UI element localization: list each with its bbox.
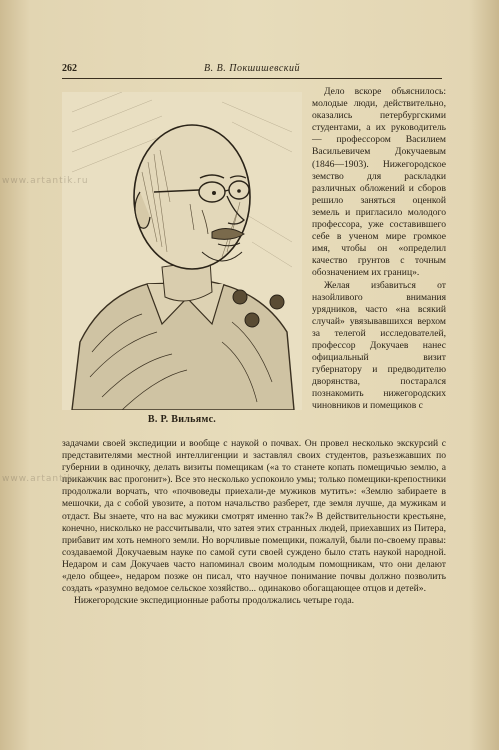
page-header xyxy=(62,62,442,79)
paragraph: задачами своей экспедиции и вообще с наукой о почвах. Он провел несколько экскурсий с представителями местной интеллигенции и заставлял своих студентов, разъезжавших по губернии в одиночку, делать визиты помещикам («а то станете копать помещичью землю, а прикажчик вас прогонит»). Все это несколько успокоило умы; только помещики-крепостники продолжали ворчать, что «почвоведы приехали-де мужиков мутить»: «Землю забираете в мешочки, да с собой увозите, а потом начальство разберет, где земля лучше, да мужикам и отдаст. Вы знаете, что на вас мужики смотрят именно так?» В действительности крестьяне, конечно, нисколько не рассчитывали, что затея этих странных людей, приехавших из Питера, прибавит им хоть немного земли. Но ворчливые помещики, пожалуй, были по-своему правы: создаваемой Докучаевым науке по самой сути своей суждено было стать наукой народной. Недаром и сам Докучаев часто напоминал своим молодым помощникам, что они делают «дело общее», недаром позже он писал, что научное понимание почвы должно позволить создать «разумно ведомое сельское хозяйство... одинаково обогащающее отцов и детей». xyxy=(62,438,446,595)
full-width-text xyxy=(62,438,446,607)
figure-caption: В. Р. Вильямс. xyxy=(147,414,217,425)
page-number: 262 xyxy=(62,63,77,74)
portrait-engraving xyxy=(62,92,302,410)
paragraph: Дело вскоре объяснилось: молодые люди, действительно, оказались петербургскими студентами, а их руководитель — профессором Василием Васильевичем Докучаевым (1846—1903). Нижегородское земство для раскладки различных обложений и сборов решило заняться оценкой земель и пригласило молодого профессора, уже составившего себе в ученом мире громкое имя, чтобы он «определил качество грунтов с точным обозначением их границ». xyxy=(312,86,446,279)
paragraph: Желая избавиться от назойливого внимания урядников, часто «на всякий случай» увязывавшихся верхом за телегой исследователей, профессор Докучаев нанес официальный визит губернатору и предводителю дворянства, постарался познакомить нижегородских чиновников и помещиков с xyxy=(312,279,446,412)
portrait-illustration xyxy=(62,92,302,410)
running-head: В. В. Покшишевский xyxy=(204,63,300,74)
column-text xyxy=(312,86,446,413)
watermark: www.artantik.ru xyxy=(2,474,89,484)
watermark: www.artantik.ru xyxy=(2,176,89,186)
paragraph: Нижегородские экспедиционные работы продолжались четыре года. xyxy=(74,595,355,607)
